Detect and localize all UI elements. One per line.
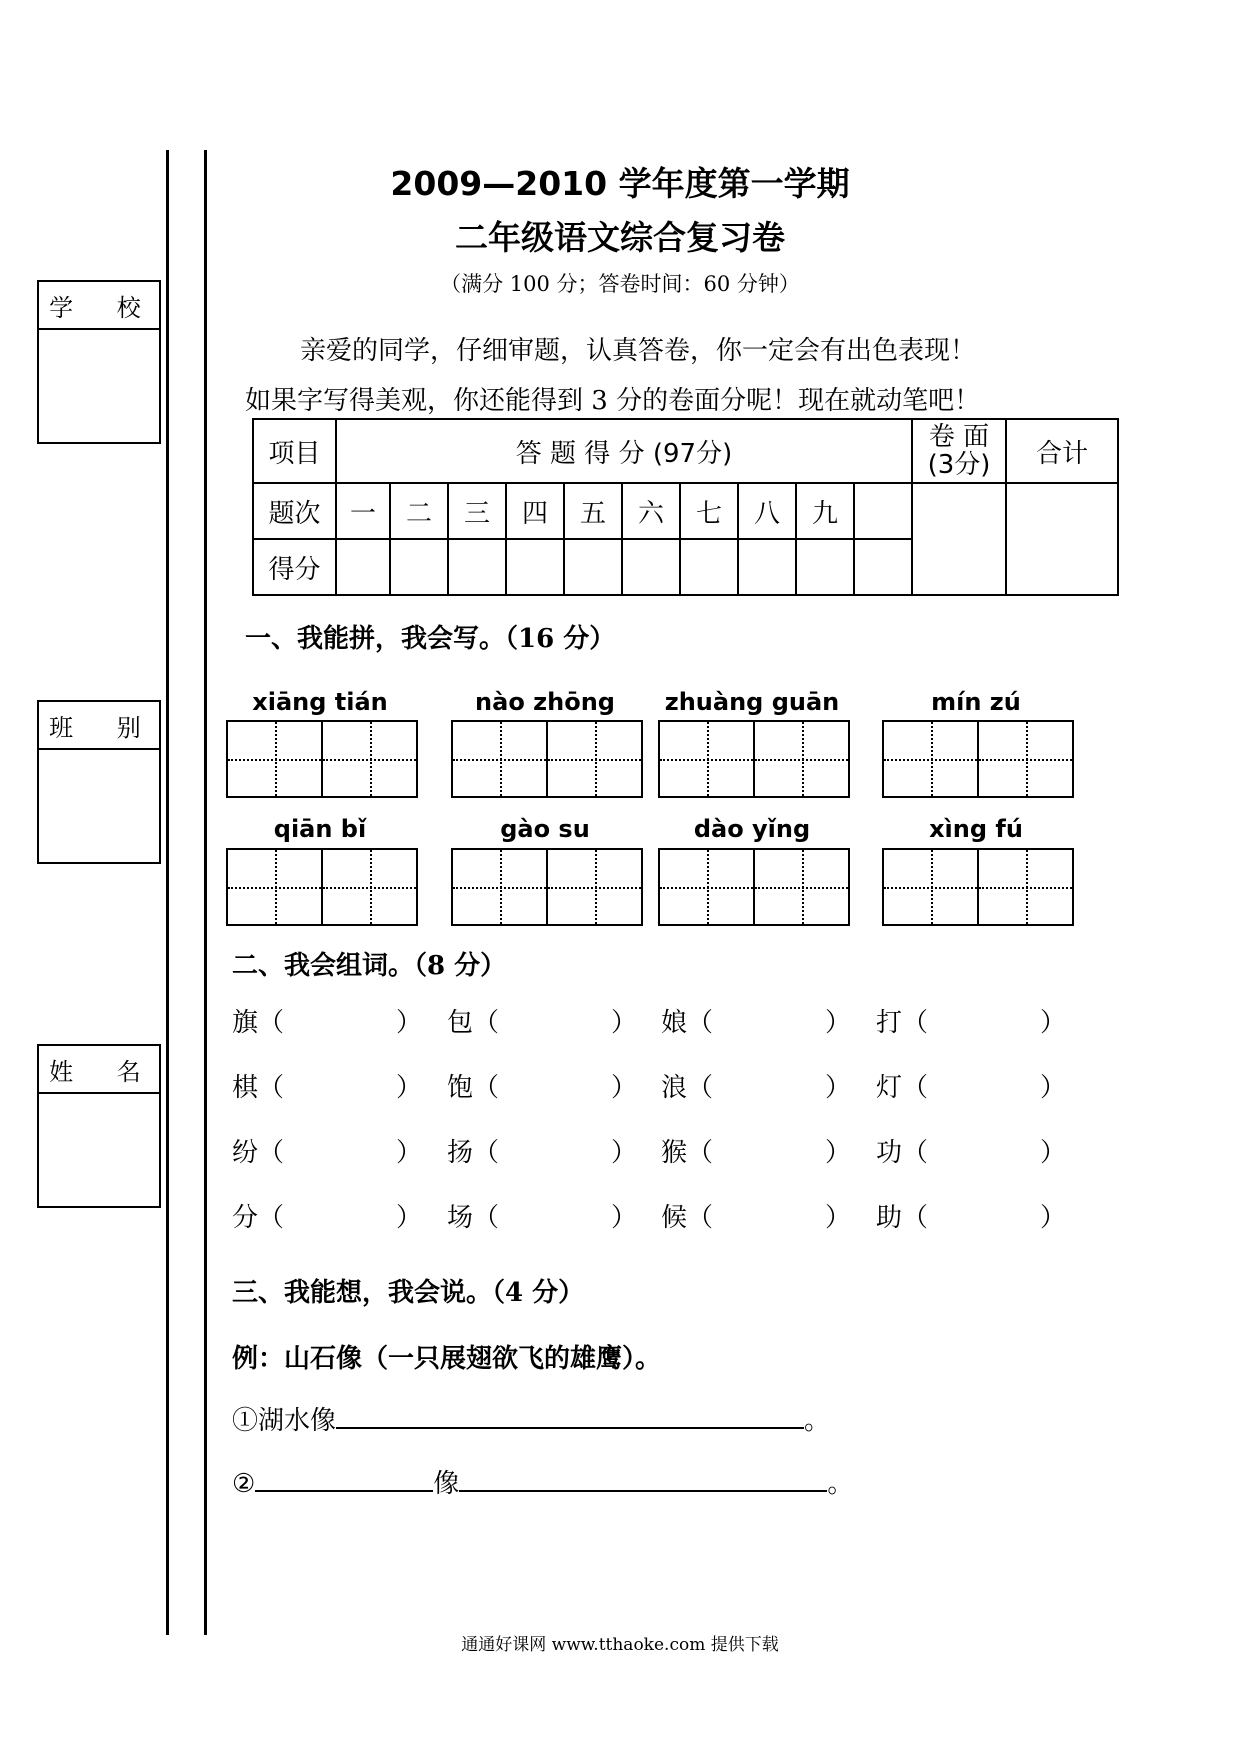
score-cell[interactable] [738,539,796,595]
word-item [447,1197,637,1234]
open-paren: （ [473,1138,500,1168]
name-label: 姓 名 [39,1046,159,1094]
item-2-blank-subject[interactable] [255,1466,433,1492]
item-2-prefix: ② [232,1469,256,1499]
score-row-label: 得分 [253,539,336,595]
pinyin-label: dào yǐng [693,815,811,843]
item-1-end: 。 [804,1406,831,1436]
close-paren: ） [396,1138,423,1168]
question-number [854,483,912,539]
word-item [447,1002,637,1039]
answer-score-label: 答 题 得 分 (97分) [336,419,912,483]
writing-grid[interactable] [451,720,643,798]
close-paren: ） [611,1138,638,1168]
page-subtitle: 二年级语文综合复习卷 [455,218,785,257]
word-item [876,1002,1066,1039]
open-paren: （ [902,1008,929,1038]
question-number: 二 [390,483,448,539]
open-paren: （ [258,1138,285,1168]
close-paren: ） [825,1008,852,1038]
score-cell[interactable] [390,539,448,595]
word-item [232,1067,422,1104]
open-paren: （ [473,1073,500,1103]
writing-grid[interactable] [658,848,850,926]
close-paren: ） [396,1008,423,1038]
sentence-item-2 [232,1463,853,1500]
pinyin-label: gào su [500,815,590,843]
word-char: 娘 [661,1008,688,1038]
open-paren: （ [473,1008,500,1038]
word-item [661,1067,851,1104]
word-char: 浪 [661,1073,688,1103]
question-number: 四 [506,483,564,539]
name-box [37,1044,161,1208]
word-char: 候 [661,1203,688,1233]
pinyin-label: zhuàng guān [664,688,840,716]
writing-grid[interactable] [226,720,418,798]
item-2-blank-object[interactable] [459,1466,827,1492]
word-char: 棋 [232,1073,259,1103]
total-label: 合计 [1006,419,1118,483]
close-paren: ） [611,1073,638,1103]
score-cell[interactable] [796,539,854,595]
question-number: 九 [796,483,854,539]
neatness-label-1: 卷 面 [928,422,990,452]
total-score-cell[interactable] [1006,483,1118,595]
open-paren: （ [687,1008,714,1038]
word-char: 纷 [232,1138,259,1168]
word-item [876,1132,1066,1169]
word-item [232,1002,422,1039]
word-item [876,1067,1066,1104]
school-field[interactable] [39,330,159,442]
word-item [447,1132,637,1169]
close-paren: ） [1040,1008,1067,1038]
open-paren: （ [258,1203,285,1233]
class-box [37,700,161,864]
word-item [661,1002,851,1039]
close-paren: ） [396,1073,423,1103]
item-1-prefix: ①湖水像 [232,1406,337,1436]
name-field[interactable] [39,1094,159,1206]
section-2-title: 二、我会组词。（8 分） [232,951,507,981]
question-number: 七 [680,483,738,539]
question-number: 三 [448,483,506,539]
close-paren: ） [1040,1073,1067,1103]
word-char: 包 [447,1008,474,1038]
close-paren: ） [611,1203,638,1233]
neatness-label-2: (3分) [927,450,991,480]
binding-line-left [166,150,169,1635]
writing-grid[interactable] [451,848,643,926]
close-paren: ） [611,1008,638,1038]
writing-grid[interactable] [226,848,418,926]
open-paren: （ [902,1203,929,1233]
open-paren: （ [258,1073,285,1103]
word-char: 灯 [876,1073,903,1103]
word-char: 饱 [447,1073,474,1103]
item-1-blank[interactable] [336,1403,804,1429]
score-cell[interactable] [564,539,622,595]
pinyin-label: xiāng tián [252,688,388,716]
item-2-end: 。 [827,1469,854,1499]
word-item [447,1067,637,1104]
word-item [661,1197,851,1234]
open-paren: （ [687,1138,714,1168]
item-label: 项目 [253,419,336,483]
word-char: 打 [876,1008,903,1038]
class-field[interactable] [39,750,159,862]
school-box [37,280,161,444]
footer-credit: 通通好课网 www.tthaoke.com 提供下载 [461,1635,779,1655]
close-paren: ） [825,1203,852,1233]
word-char: 旗 [232,1008,259,1038]
score-table [252,418,1119,596]
open-paren: （ [473,1203,500,1233]
close-paren: ） [1040,1138,1067,1168]
writing-grid[interactable] [882,720,1074,798]
binding-line-right [204,150,207,1635]
word-char: 猴 [661,1138,688,1168]
open-paren: （ [902,1138,929,1168]
question-number: 五 [564,483,622,539]
exam-info: （满分 100 分；答卷时间：60 分钟） [440,272,800,296]
word-item [876,1197,1066,1234]
score-cell[interactable] [506,539,564,595]
school-label: 学 校 [39,282,159,330]
pinyin-label: nào zhōng [475,688,615,716]
word-char: 助 [876,1203,903,1233]
word-item [661,1132,851,1169]
word-item [232,1132,422,1169]
sentence-item-1 [232,1400,830,1437]
pinyin-label: qiān bǐ [273,815,367,843]
question-row-label: 题次 [253,483,336,539]
close-paren: ） [825,1073,852,1103]
score-cell[interactable] [680,539,738,595]
open-paren: （ [687,1073,714,1103]
open-paren: （ [258,1008,285,1038]
neatness-score-cell[interactable] [912,483,1006,595]
question-number: 六 [622,483,680,539]
close-paren: ） [825,1138,852,1168]
word-char: 扬 [447,1138,474,1168]
section-3-title: 三、我能想，我会说。（4 分） [232,1278,585,1308]
page-title: 2009—2010 学年度第一学期 [390,164,850,203]
score-cell[interactable] [448,539,506,595]
intro-line-1: 亲爱的同学，仔细审题，认真答卷，你一定会有出色表现！ [300,336,977,366]
neatness-header [912,419,1006,483]
writing-grid[interactable] [882,848,1074,926]
intro-line-2: 如果字写得美观，你还能得到 3 分的卷面分呢！现在就动笔吧！ [245,386,981,416]
pinyin-label: mín zú [931,688,1021,716]
item-2-mid: 像 [433,1469,460,1499]
example-sentence: 例：山石像（一只展翅欲飞的雄鹰）。 [232,1344,662,1374]
open-paren: （ [902,1073,929,1103]
word-char: 功 [876,1138,903,1168]
score-cell[interactable] [854,539,912,595]
score-cell[interactable] [336,539,390,595]
open-paren: （ [687,1203,714,1233]
word-char: 场 [447,1203,474,1233]
pinyin-label: xìng fú [929,815,1023,843]
section-1-title: 一、我能拼，我会写。（16 分） [245,624,616,654]
close-paren: ） [396,1203,423,1233]
close-paren: ） [1040,1203,1067,1233]
question-number: 一 [336,483,390,539]
class-label: 班 别 [39,702,159,750]
word-item [232,1197,422,1234]
question-number: 八 [738,483,796,539]
score-cell[interactable] [622,539,680,595]
writing-grid[interactable] [658,720,850,798]
word-char: 分 [232,1203,259,1233]
